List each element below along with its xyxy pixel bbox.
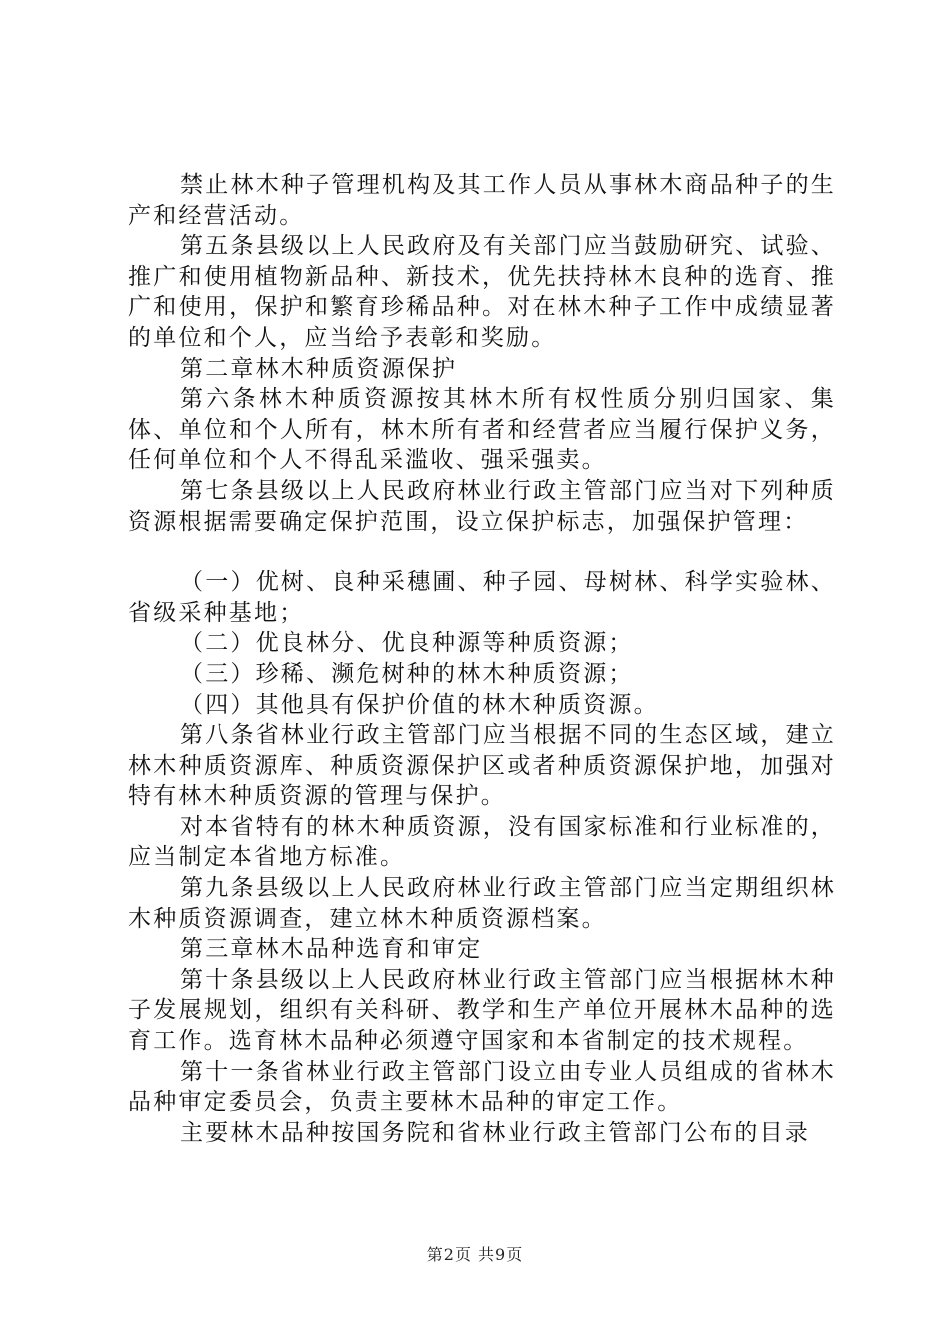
- paragraph-article-9: 第九条县级以上人民政府林业行政主管部门应当定期组织林木种质资源调查，建立林木种质资源档案。: [128, 875, 836, 932]
- chapter-3-heading: 第三章林木品种选育和审定: [180, 936, 483, 963]
- list-item-3: （三）珍稀、濒危树种的林木种质资源；: [180, 660, 634, 687]
- paragraph-article-6: 第六条林木种质资源按其林木所有权性质分别归国家、集体、单位和个人所有，林木所有者和经营者应当履行保护义务，任何单位和个人不得乱采滥收、强采强卖。: [128, 386, 836, 474]
- paragraph-article-10: 第十条县级以上人民政府林业行政主管部门应当根据林木种子发展规划，组织有关科研、教学和生产单位开展林木品种的选育工作。选育林木品种必须遵守国家和本省制定的技术规程。: [128, 966, 836, 1055]
- paragraph-prohibition: 禁止林木种子管理机构及其工作人员从事林木商品种子的生产和经营活动。: [128, 172, 836, 229]
- paragraph-article-5: 第五条县级以上人民政府及有关部门应当鼓励研究、试验、推广和使用植物新品种、新技术，优先扶持林木良种的选育、推广和使用，保护和繁育珍稀品种。对在林木种子工作中成绩显著的单位和个人，应当给予表彰和奖励。: [128, 233, 836, 351]
- paragraph-article-7: 第七条县级以上人民政府林业行政主管部门应当对下列种质资源根据需要确定保护范围，设立保护标志，加强保护管理：: [128, 477, 836, 535]
- paragraph-article-8: 第八条省林业行政主管部门应当根据不同的生态区域，建立林木种质资源库、种质资源保护区或者种质资源保护地，加强对特有林木种质资源的管理与保护。: [128, 722, 836, 810]
- list-item-2: （二）优良林分、优良种源等种质资源；: [180, 630, 634, 657]
- list-item-4: （四）其他具有保护价值的林木种质资源。: [180, 691, 659, 718]
- paragraph-article-11: 第十一条省林业行政主管部门设立由专业人员组成的省林木品种审定委员会，负责主要林木品种的审定工作。: [128, 1058, 836, 1116]
- page-number-footer: 第2页 共9页: [426, 1245, 524, 1264]
- document-body: [128, 170, 836, 1148]
- list-item-1: （一）优树、良种采穗圃、种子园、母树林、科学实验林、省级采种基地；: [128, 569, 836, 626]
- paragraph-main-varieties: 主要林木品种按国务院和省林业行政主管部门公布的目录: [180, 1119, 810, 1146]
- chapter-2-heading: 第二章林木种质资源保护: [180, 355, 458, 382]
- paragraph-local-standard: 对本省特有的林木种质资源，没有国家标准和行业标准的，应当制定本省地方标准。: [128, 813, 836, 871]
